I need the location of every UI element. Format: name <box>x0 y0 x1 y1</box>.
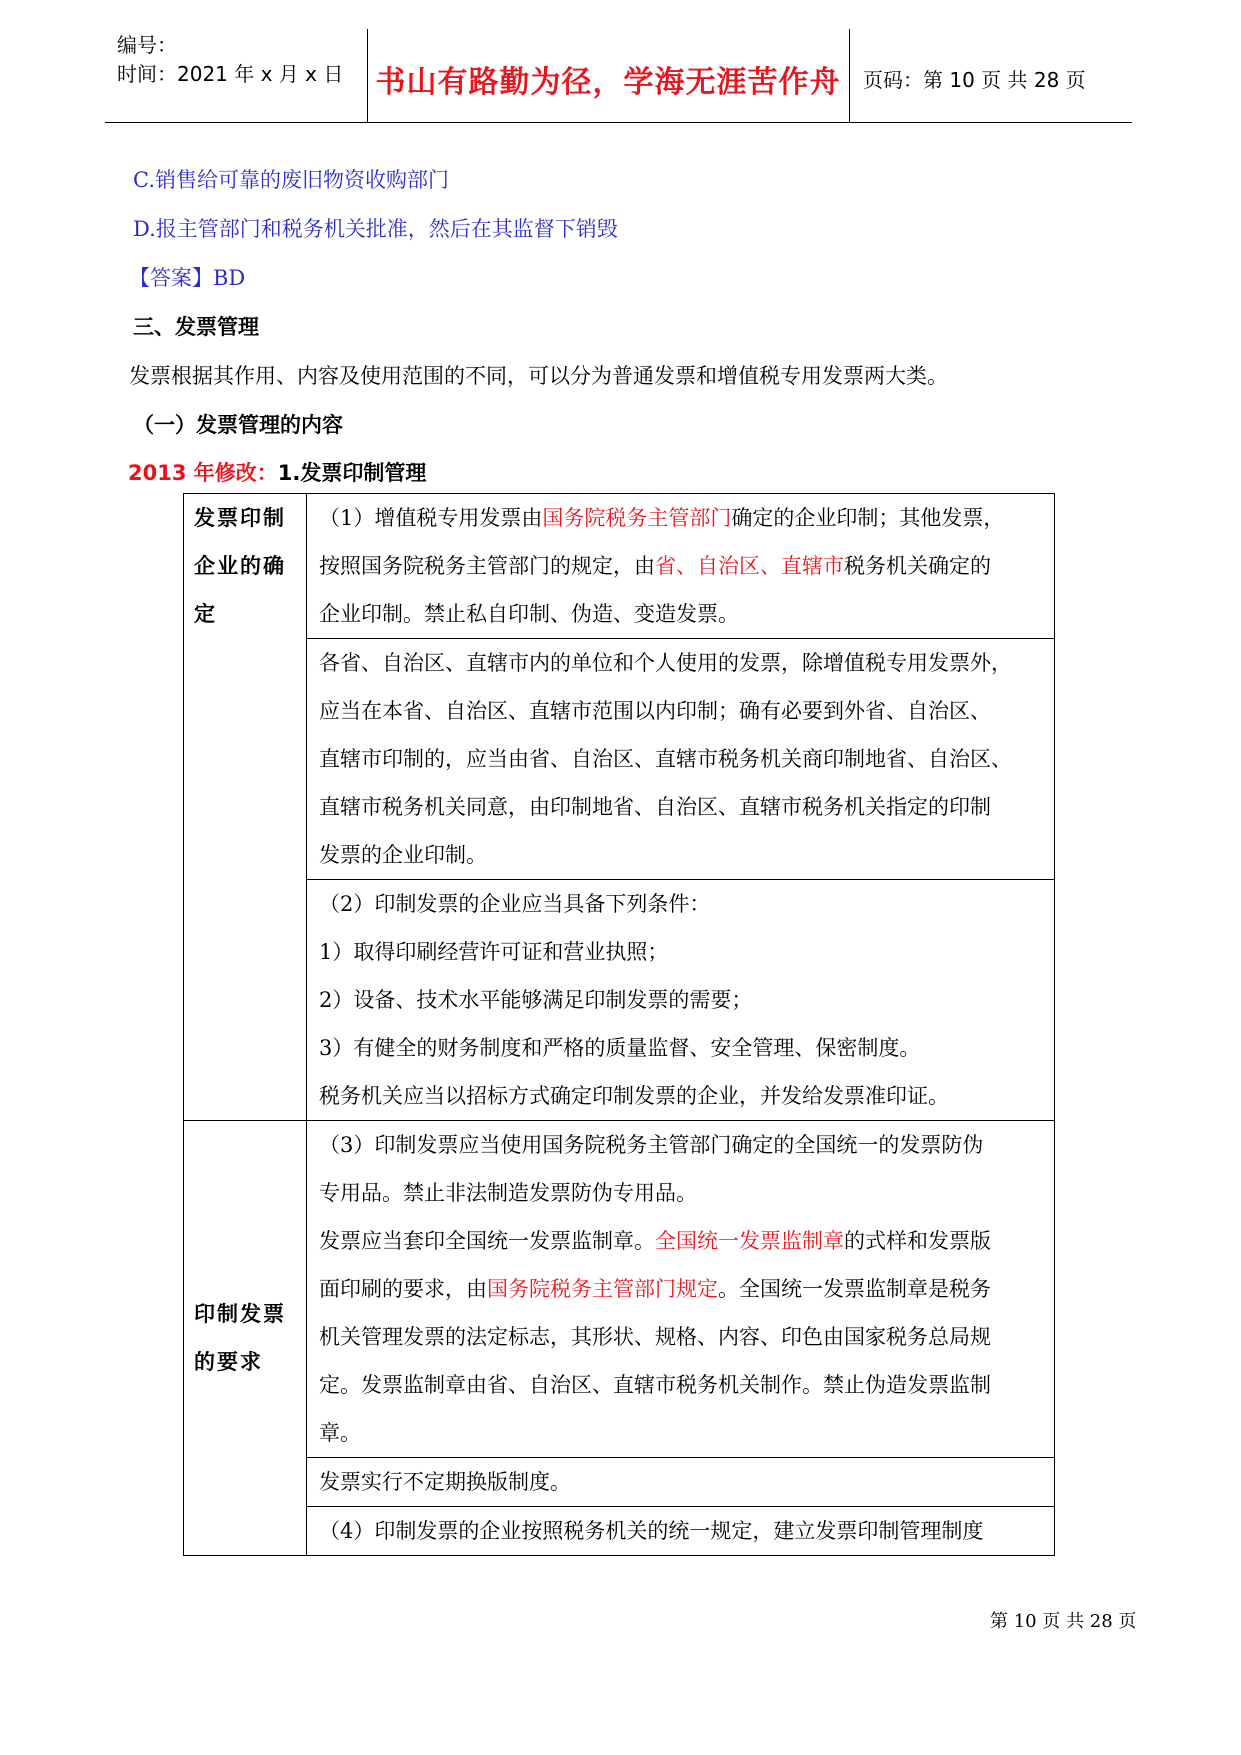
table-cell <box>307 1507 1055 1556</box>
number-label: 编号： <box>117 33 177 57</box>
cell-line: 1）取得印刷经营许可证和营业执照； <box>319 940 669 964</box>
cell-line: 企业印制。禁止私自印制、伪造、变造发票。 <box>319 602 739 626</box>
table-row <box>184 1458 1055 1507</box>
cell-line: 专用品。禁止非法制造发票防伪专用品。 <box>319 1181 697 1205</box>
answer: 【答案】BD <box>129 266 246 290</box>
table-cell <box>307 1458 1055 1507</box>
text: 确定的企业印制；其他发票， <box>731 506 1005 530</box>
table-row <box>184 639 1055 880</box>
text: 按照国务院税务主管部门的规定，由 <box>319 554 655 578</box>
revision-title: 1.发票印制管理 <box>277 461 427 485</box>
row-label-printing-enterprise <box>184 494 307 1121</box>
text: 的式样和发票版 <box>844 1229 991 1253</box>
time-label: 时间：2021 年 x 月 x 日 <box>117 62 344 86</box>
label-line: 企业的确 <box>194 554 286 578</box>
cell-line: 3）有健全的财务制度和严格的质量监督、安全管理、保密制度。 <box>319 1036 921 1060</box>
text: 发票应当套印全国统一发票监制章。 <box>319 1229 655 1253</box>
cell-line: 直辖市印制的，应当由省、自治区、直辖市税务机关商印制地省、自治区、 <box>319 747 1012 771</box>
label-line: 发票印制 <box>194 506 286 530</box>
text: 面印刷的要求，由 <box>319 1277 487 1301</box>
option-c: C.销售给可靠的废旧物资收购部门 <box>133 168 449 192</box>
section-title: 三、发票管理 <box>133 315 259 339</box>
cell-line: （2）印制发票的企业应当具备下列条件： <box>319 892 711 916</box>
cell-line <box>319 542 1044 590</box>
text: 税务机关确定的 <box>844 554 991 578</box>
highlight-text: 国务院税务主管部门 <box>542 506 732 530</box>
cell-line <box>319 1217 1044 1265</box>
invoice-printing-table <box>183 493 1055 1556</box>
label-line: 的要求 <box>194 1350 263 1374</box>
cell-line: 各省、自治区、直辖市内的单位和个人使用的发票，除增值税专用发票外， <box>319 651 1012 675</box>
highlight-text: 国务院税务主管部门规定 <box>487 1277 718 1301</box>
row-label-printing-requirements <box>184 1121 307 1556</box>
table-cell <box>307 1121 1055 1458</box>
page-header <box>105 29 1132 123</box>
label-line: 定 <box>194 602 217 626</box>
table-cell <box>307 494 1055 639</box>
option-d: D.报主管部门和税务机关批准，然后在其监督下销毁 <box>133 217 618 241</box>
label-line: 印制发票 <box>194 1302 286 1326</box>
revision-year: 2013 年修改： <box>128 461 278 485</box>
cell-line <box>319 494 1044 542</box>
cell-line: 机关管理发票的法定标志，其形状、规格、内容、印色由国家税务总局规 <box>319 1325 991 1349</box>
page-footer: 第 10 页 共 28 页 <box>990 1611 1137 1632</box>
table-row <box>184 880 1055 1121</box>
intro-paragraph: 发票根据其作用、内容及使用范围的不同，可以分为普通发票和增值税专用发票两大类。 <box>129 364 948 388</box>
cell-line: 税务机关应当以招标方式确定印制发票的企业，并发给发票准印证。 <box>319 1084 949 1108</box>
table-cell <box>307 880 1055 1121</box>
header-meta <box>117 31 343 89</box>
table-cell <box>307 639 1055 880</box>
highlight-text: 全国统一发票监制章 <box>655 1229 844 1253</box>
cell-line: 2）设备、技术水平能够满足印制发票的需要； <box>319 988 753 1012</box>
header-page-info: 页码：第 10 页 共 28 页 <box>863 68 1086 92</box>
header-motto: 书山有路勤为径，学海无涯苦作舟 <box>375 65 841 100</box>
cell-line: 直辖市税务机关同意，由印制地省、自治区、直辖市税务机关指定的印制 <box>319 795 991 819</box>
table-row <box>184 1507 1055 1556</box>
text: 。全国统一发票监制章是税务 <box>718 1277 991 1301</box>
cell-line: 定。发票监制章由省、自治区、直辖市税务机关制作。禁止伪造发票监制 <box>319 1373 991 1397</box>
cell-line <box>319 1265 1044 1313</box>
revision-heading <box>128 457 426 487</box>
cell-line: 章。 <box>319 1421 361 1445</box>
header-divider <box>849 29 850 122</box>
highlight-text: 省、自治区、直辖市 <box>655 554 844 578</box>
cell-line: （4）印制发票的企业按照税务机关的统一规定，建立发票印制管理制度 <box>319 1519 984 1543</box>
cell-line: 应当在本省、自治区、直辖市范围以内印制；确有必要到外省、自治区、 <box>319 699 991 723</box>
text: （1）增值税专用发票由 <box>319 506 543 530</box>
table-row <box>184 1121 1055 1458</box>
table-row <box>184 494 1055 639</box>
subsection-title: （一）发票管理的内容 <box>133 413 343 437</box>
cell-line: 发票实行不定期换版制度。 <box>319 1470 571 1494</box>
cell-line: 发票的企业印制。 <box>319 843 487 867</box>
cell-line: （3）印制发票应当使用国务院税务主管部门确定的全国统一的发票防伪 <box>319 1133 984 1157</box>
